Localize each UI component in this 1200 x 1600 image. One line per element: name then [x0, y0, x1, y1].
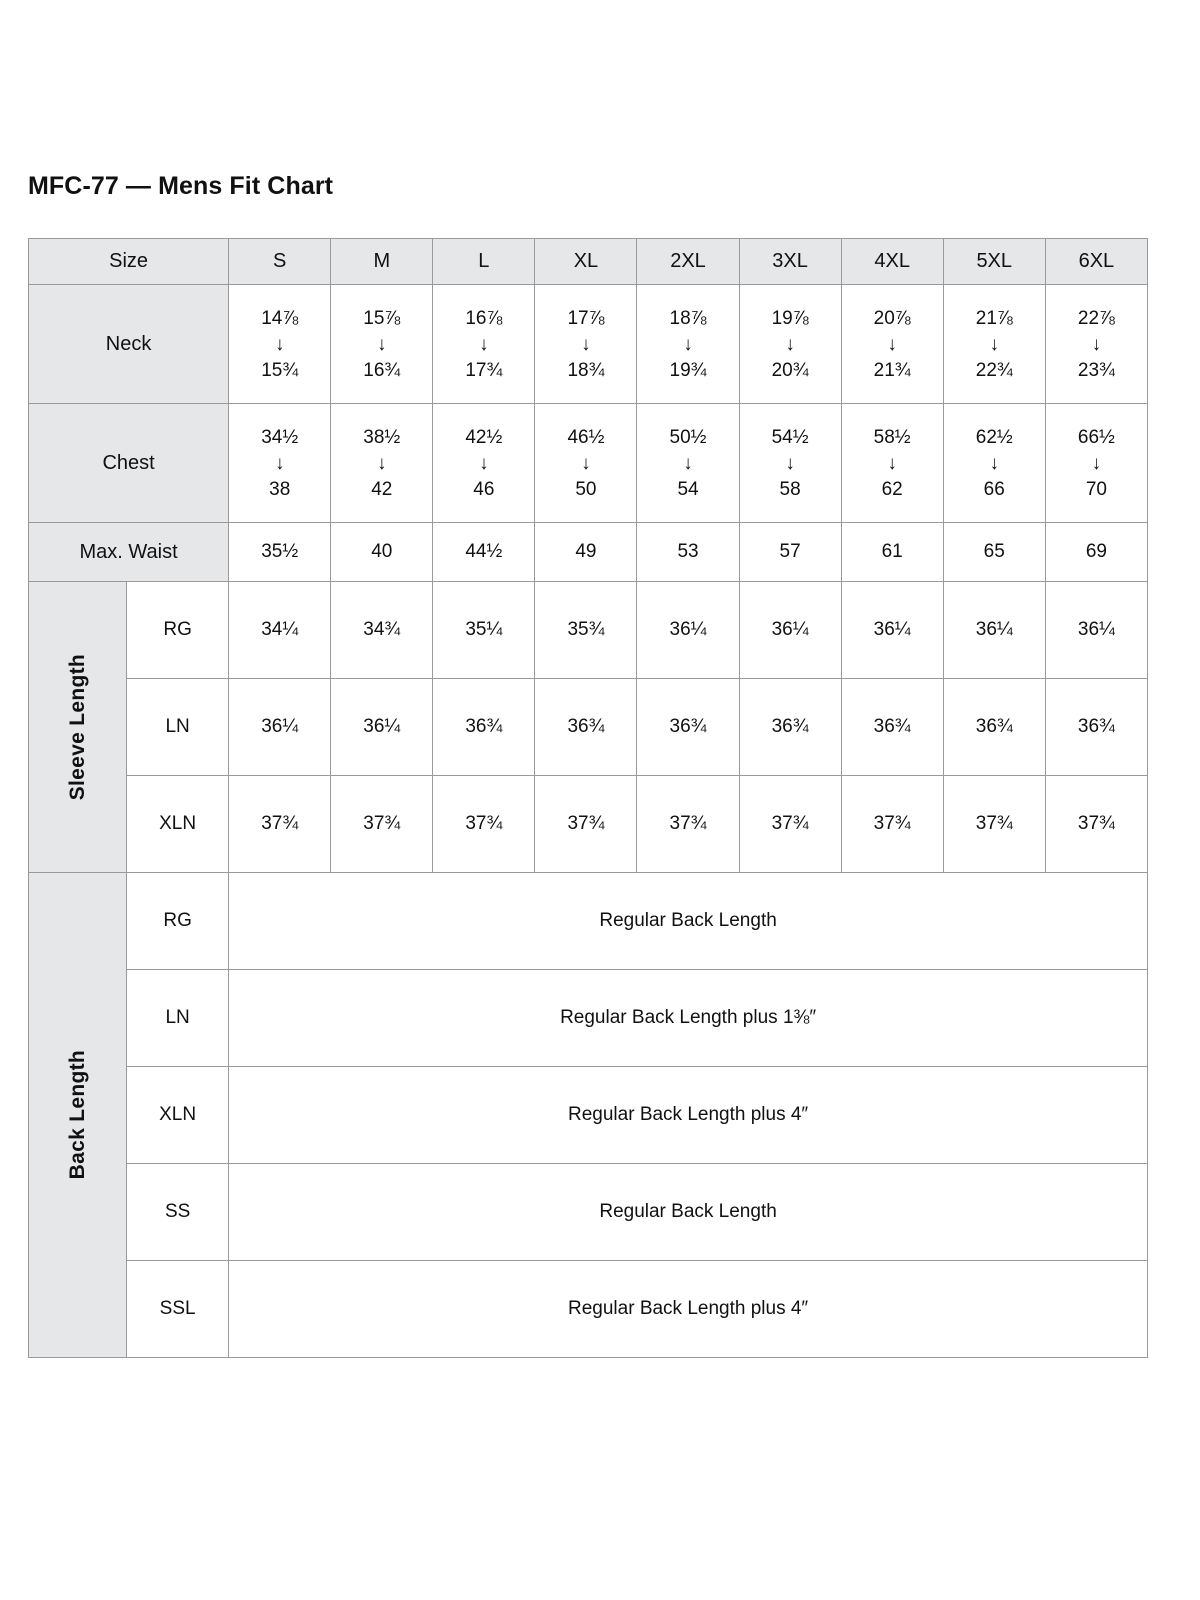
chest-xl-to: 50	[575, 478, 597, 500]
chest-3xl	[739, 404, 841, 523]
chest-m-from: 38½	[363, 426, 401, 448]
chest-5xl-to: 66	[983, 478, 1005, 500]
chest-s-from: 34½	[261, 426, 299, 448]
max-waist-m: 40	[331, 523, 433, 582]
back-sublabel-rg: RG	[127, 873, 229, 970]
row-label-chest: Chest	[29, 404, 229, 523]
chest-xl	[535, 404, 637, 523]
sleeve-xln-4xl: 37¾	[841, 776, 943, 873]
chest-2xl	[637, 404, 739, 523]
neck-5xl-to: 22¾	[975, 359, 1013, 381]
range-arrow-icon: ↓	[274, 452, 285, 474]
sleeve-xln-l: 37¾	[433, 776, 535, 873]
neck-6xl-from: 22⅞	[1077, 307, 1115, 329]
table-row-sleeve-xln	[29, 776, 1148, 873]
chest-m-to: 42	[371, 478, 393, 500]
sleeve-rg-6xl: 36¼	[1045, 582, 1147, 679]
sleeve-rg-m: 34¾	[331, 582, 433, 679]
max-waist-5xl: 65	[943, 523, 1045, 582]
back-value-ss: Regular Back Length	[229, 1164, 1148, 1261]
range-arrow-icon: ↓	[479, 452, 489, 474]
neck-6xl	[1045, 285, 1147, 404]
sleeve-ln-m: 36¼	[331, 679, 433, 776]
sleeve-rg-l: 35¼	[433, 582, 535, 679]
neck-4xl-to: 21¾	[873, 359, 911, 381]
chest-4xl-from: 58½	[873, 426, 911, 448]
range-arrow-icon: ↓	[989, 452, 999, 474]
chest-xl-from: 46½	[567, 426, 605, 448]
neck-l-to: 17¾	[465, 359, 503, 381]
back-value-rg: Regular Back Length	[229, 873, 1148, 970]
neck-s	[229, 285, 331, 404]
row-label-neck: Neck	[29, 285, 229, 404]
table-row-max-waist	[29, 523, 1148, 582]
sleeve-ln-2xl: 36¾	[637, 679, 739, 776]
neck-m-to: 16¾	[363, 359, 401, 381]
table-header-row	[29, 239, 1148, 285]
sleeve-rg-s: 34¼	[229, 582, 331, 679]
mens-fit-chart-table	[28, 238, 1148, 1358]
chest-4xl	[841, 404, 943, 523]
sleeve-xln-5xl: 37¾	[943, 776, 1045, 873]
max-waist-xl: 49	[535, 523, 637, 582]
max-waist-s: 35½	[229, 523, 331, 582]
neck-xl-to: 18¾	[567, 359, 605, 381]
sleeve-ln-s: 36¼	[229, 679, 331, 776]
range-arrow-icon: ↓	[683, 333, 693, 355]
table-row-back-ss	[29, 1164, 1148, 1261]
neck-2xl-to: 19¾	[669, 359, 707, 381]
sleeve-ln-l: 36¾	[433, 679, 535, 776]
range-arrow-icon: ↓	[377, 333, 387, 355]
group-label-sleeve-length	[29, 582, 127, 873]
range-arrow-icon: ↓	[887, 333, 897, 355]
sleeve-xln-3xl: 37¾	[739, 776, 841, 873]
neck-5xl-from: 21⅞	[975, 307, 1013, 329]
neck-4xl	[841, 285, 943, 404]
sleeve-rg-xl: 35¾	[535, 582, 637, 679]
header-size-4xl: 4XL	[841, 239, 943, 285]
max-waist-6xl: 69	[1045, 523, 1147, 582]
neck-xl-from: 17⅞	[567, 307, 605, 329]
table-row-chest	[29, 404, 1148, 523]
sleeve-ln-xl: 36¾	[535, 679, 637, 776]
group-label-back-length	[29, 873, 127, 1358]
range-arrow-icon: ↓	[479, 333, 489, 355]
max-waist-l: 44½	[433, 523, 535, 582]
chest-5xl	[943, 404, 1045, 523]
sleeve-xln-m: 37¾	[331, 776, 433, 873]
neck-m-from: 15⅞	[363, 307, 401, 329]
neck-s-to: 15¾	[261, 359, 299, 381]
neck-6xl-to: 23¾	[1077, 359, 1115, 381]
neck-2xl-from: 18⅞	[669, 307, 707, 329]
sleeve-sublabel-xln: XLN	[127, 776, 229, 873]
neck-2xl	[637, 285, 739, 404]
neck-m	[331, 285, 433, 404]
sleeve-xln-s: 37¾	[229, 776, 331, 873]
neck-5xl	[943, 285, 1045, 404]
group-label-back-length-text: Back Length	[65, 1050, 89, 1180]
sleeve-rg-5xl: 36¼	[943, 582, 1045, 679]
range-arrow-icon: ↓	[274, 333, 285, 355]
range-arrow-icon: ↓	[581, 452, 591, 474]
table-row-back-rg	[29, 873, 1148, 970]
header-size-m: M	[331, 239, 433, 285]
neck-3xl-from: 19⅞	[771, 307, 809, 329]
max-waist-4xl: 61	[841, 523, 943, 582]
max-waist-2xl: 53	[637, 523, 739, 582]
chest-4xl-to: 62	[881, 478, 903, 500]
chest-6xl	[1045, 404, 1147, 523]
table-row-back-ln	[29, 970, 1148, 1067]
back-sublabel-ln: LN	[127, 970, 229, 1067]
chest-3xl-to: 58	[779, 478, 801, 500]
chest-6xl-to: 70	[1085, 478, 1107, 500]
sleeve-xln-2xl: 37¾	[637, 776, 739, 873]
row-label-max-waist: Max. Waist	[29, 523, 229, 582]
table-row-neck	[29, 285, 1148, 404]
range-arrow-icon: ↓	[1091, 333, 1102, 355]
header-size-label: Size	[29, 239, 229, 285]
chest-5xl-from: 62½	[975, 426, 1013, 448]
neck-l	[433, 285, 535, 404]
table-row-sleeve-rg	[29, 582, 1148, 679]
sleeve-ln-3xl: 36¾	[739, 679, 841, 776]
chest-2xl-to: 54	[677, 478, 699, 500]
range-arrow-icon: ↓	[377, 452, 387, 474]
max-waist-3xl: 57	[739, 523, 841, 582]
sleeve-ln-6xl: 36¾	[1045, 679, 1147, 776]
header-size-3xl: 3XL	[739, 239, 841, 285]
chest-l	[433, 404, 535, 523]
range-arrow-icon: ↓	[785, 333, 795, 355]
header-size-6xl: 6XL	[1045, 239, 1147, 285]
neck-s-from: 14⅞	[261, 307, 299, 329]
table-row-sleeve-ln	[29, 679, 1148, 776]
neck-3xl	[739, 285, 841, 404]
group-label-sleeve-length-text: Sleeve Length	[65, 653, 89, 801]
sleeve-ln-5xl: 36¾	[943, 679, 1045, 776]
range-arrow-icon: ↓	[1091, 452, 1102, 474]
table-row-back-ssl	[29, 1261, 1148, 1358]
neck-xl	[535, 285, 637, 404]
neck-l-from: 16⅞	[465, 307, 503, 329]
header-size-s: S	[229, 239, 331, 285]
back-value-ssl: Regular Back Length plus 4″	[229, 1261, 1148, 1358]
chest-m	[331, 404, 433, 523]
range-arrow-icon: ↓	[683, 452, 693, 474]
chest-s	[229, 404, 331, 523]
chest-s-to: 38	[269, 478, 291, 500]
range-arrow-icon: ↓	[989, 333, 999, 355]
header-size-2xl: 2XL	[637, 239, 739, 285]
range-arrow-icon: ↓	[581, 333, 591, 355]
table-row-back-xln	[29, 1067, 1148, 1164]
sleeve-sublabel-rg: RG	[127, 582, 229, 679]
chest-6xl-from: 66½	[1077, 426, 1115, 448]
sleeve-rg-4xl: 36¼	[841, 582, 943, 679]
neck-3xl-to: 20¾	[771, 359, 809, 381]
sleeve-rg-2xl: 36¼	[637, 582, 739, 679]
sleeve-sublabel-ln: LN	[127, 679, 229, 776]
sleeve-xln-xl: 37¾	[535, 776, 637, 873]
chest-l-to: 46	[473, 478, 495, 500]
header-size-xl: XL	[535, 239, 637, 285]
page-title: MFC-77 — Mens Fit Chart	[28, 172, 334, 200]
header-size-5xl: 5XL	[943, 239, 1045, 285]
chest-3xl-from: 54½	[771, 426, 809, 448]
range-arrow-icon: ↓	[785, 452, 795, 474]
back-sublabel-ssl: SSL	[127, 1261, 229, 1358]
back-value-xln: Regular Back Length plus 4″	[229, 1067, 1148, 1164]
chest-2xl-from: 50½	[669, 426, 707, 448]
range-arrow-icon: ↓	[887, 452, 897, 474]
back-value-ln: Regular Back Length plus 1⅜″	[229, 970, 1148, 1067]
header-size-l: L	[433, 239, 535, 285]
back-sublabel-xln: XLN	[127, 1067, 229, 1164]
chest-l-from: 42½	[465, 426, 503, 448]
sleeve-ln-4xl: 36¾	[841, 679, 943, 776]
sleeve-xln-6xl: 37¾	[1045, 776, 1147, 873]
neck-4xl-from: 20⅞	[873, 307, 911, 329]
sleeve-rg-3xl: 36¼	[739, 582, 841, 679]
back-sublabel-ss: SS	[127, 1164, 229, 1261]
